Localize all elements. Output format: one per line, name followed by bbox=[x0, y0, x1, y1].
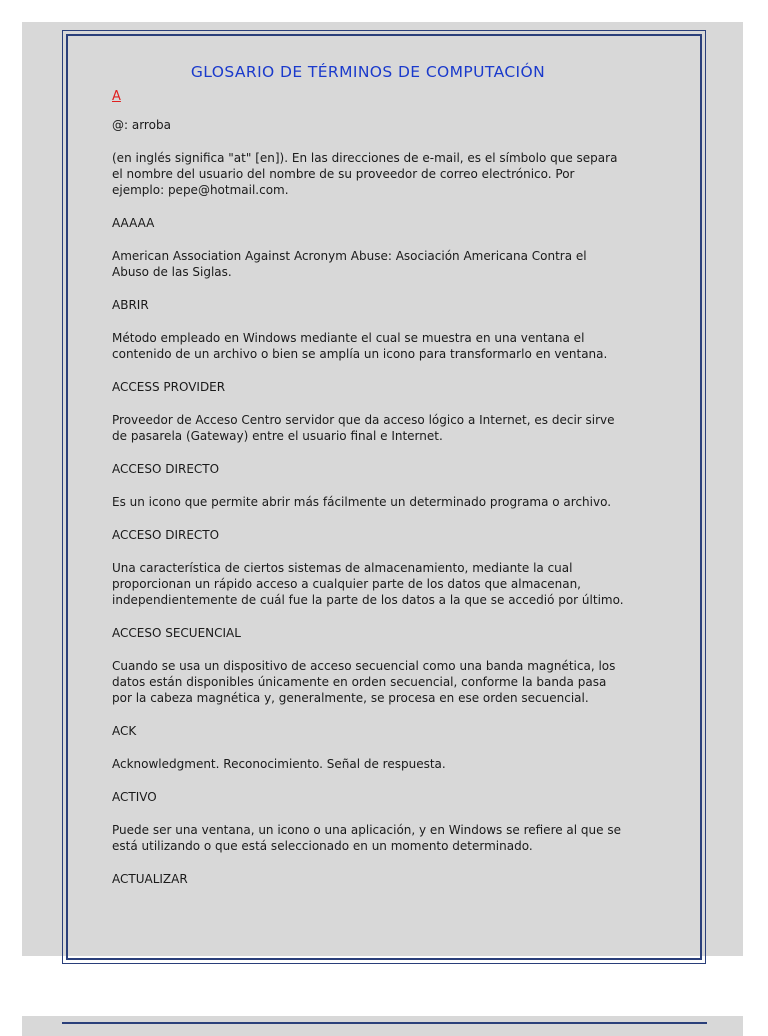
entry-definition: Proveedor de Acceso Centro servidor que da acceso lógico a Internet, es decir sirve de pasarela (Gateway) entre el usuario final e Internet. bbox=[112, 413, 615, 443]
entry-term: ACCESO DIRECTO bbox=[112, 462, 220, 476]
next-page-edge bbox=[22, 1016, 743, 1036]
entry-definition: (en inglés significa "at" [en]). En las direcciones de e-mail, es el símbolo que separa el nombre del usuario del nombre de su proveedor de correo electrónico. Por ejemplo: pepe@hotmail.com. bbox=[112, 151, 618, 197]
entry-term: ACCESO SECUENCIAL bbox=[112, 626, 241, 640]
entry-definition: Cuando se usa un dispositivo de acceso secuencial como una banda magnética, los datos están disponibles únicamente en orden secuencial, conforme la banda pasa por la cabeza magnética y, generalmente, se procesa en ese orden secuencial. bbox=[112, 659, 616, 705]
section-letter-link[interactable]: A bbox=[112, 89, 121, 104]
page-title: GLOSARIO DE TÉRMINOS DE COMPUTACIÓN bbox=[190, 63, 546, 81]
glossary-content bbox=[112, 62, 624, 904]
entry-term: ACCESS PROVIDER bbox=[112, 380, 226, 394]
entry-definition: Es un icono que permite abrir más fácilmente un determinado programa o archivo. bbox=[112, 495, 612, 509]
entry-definition: Acknowledgment. Reconocimiento. Señal de respuesta. bbox=[112, 757, 446, 771]
entry-term: ACTIVO bbox=[112, 790, 157, 804]
entry-definition: Una característica de ciertos sistemas de almacenamiento, mediante la cual proporcionan un rápido acceso a cualquier parte de los datos que almacenan, independientemente de cuál fue la parte de los datos a la que se accedió por último. bbox=[112, 561, 624, 607]
entry-term: AAAAA bbox=[112, 216, 155, 230]
entry-definition: American Association Against Acronym Abuse: Asociación Americana Contra el Abuso de las Siglas. bbox=[112, 249, 587, 279]
entry-term: ABRIR bbox=[112, 298, 149, 312]
entry-term: ACK bbox=[112, 724, 137, 738]
entry-term: ACTUALIZAR bbox=[112, 872, 188, 886]
entry-definition: Método empleado en Windows mediante el cual se muestra en una ventana el contenido de un archivo o bien se amplía un icono para transformarlo en ventana. bbox=[112, 331, 608, 361]
entry-list bbox=[112, 117, 624, 887]
entry-definition: Puede ser una ventana, un icono o una aplicación, y en Windows se refiere al que se está utilizando o que está seleccionado en un momento determinado. bbox=[112, 823, 621, 853]
entry-term: ACCESO DIRECTO bbox=[112, 528, 220, 542]
entry-term: @: arroba bbox=[112, 118, 171, 132]
